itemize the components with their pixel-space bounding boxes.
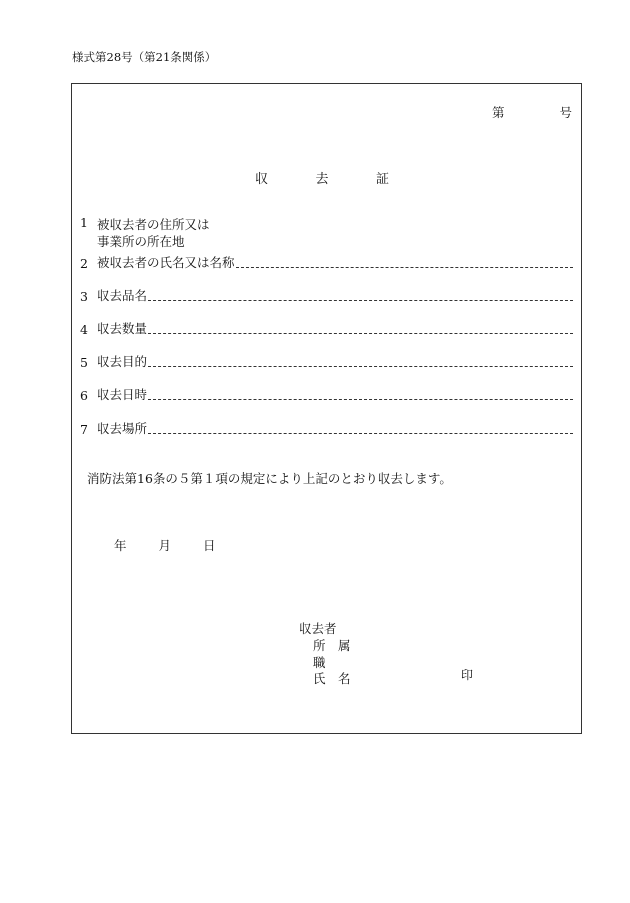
field-location-input-line[interactable] xyxy=(148,433,573,434)
field-name-input-line[interactable] xyxy=(236,267,573,268)
name-label: 氏 名 xyxy=(313,671,351,686)
field-location xyxy=(80,419,573,437)
year-label: 年 xyxy=(114,538,127,553)
field-label: 収去目的 xyxy=(97,354,148,369)
affiliation-label: 所 属 xyxy=(313,638,351,653)
field-quantity xyxy=(80,319,573,337)
field-address xyxy=(80,215,210,249)
field-label-continued: 事業所の所在地 xyxy=(97,234,185,249)
field-label: 収去場所 xyxy=(97,421,148,436)
date-row xyxy=(114,536,248,554)
field-number: 3 xyxy=(80,289,88,304)
field-label: 収去数量 xyxy=(97,321,148,336)
number-prefix: 第 xyxy=(492,105,505,120)
form-number-label: 様式第28号（第21条関係） xyxy=(72,50,217,64)
field-name xyxy=(80,253,573,271)
title-char-3: 証 xyxy=(375,172,389,187)
field-item-name xyxy=(80,286,573,304)
field-number: 5 xyxy=(80,355,88,370)
field-number: 7 xyxy=(80,422,88,437)
month-label: 月 xyxy=(158,538,172,553)
field-item-name-input-line[interactable] xyxy=(148,300,573,301)
field-number: 4 xyxy=(80,322,88,337)
field-number: 2 xyxy=(80,256,88,271)
field-purpose-input-line[interactable] xyxy=(148,366,573,367)
field-label: 収去品名 xyxy=(97,288,148,303)
title-char-2: 去 xyxy=(315,172,329,187)
form-title xyxy=(255,168,389,187)
field-label: 被収去者の氏名又は名称 xyxy=(97,255,235,270)
day-label: 日 xyxy=(203,538,216,553)
field-label: 被収去者の住所又は xyxy=(97,217,210,232)
collector-label: 収去者 xyxy=(299,621,337,636)
number-suffix: 号 xyxy=(559,105,572,120)
field-quantity-input-line[interactable] xyxy=(148,333,573,334)
field-datetime-input-line[interactable] xyxy=(148,399,573,400)
title-char-1: 収 xyxy=(255,172,269,187)
field-number: 1 xyxy=(80,215,88,230)
field-datetime xyxy=(80,385,573,403)
position-label: 職 xyxy=(313,655,326,670)
statement-text: 消防法第16条の５第１項の規定により上記のとおり収去します。 xyxy=(87,471,452,486)
document-number-row xyxy=(492,103,572,121)
field-label: 収去日時 xyxy=(97,387,148,402)
field-number: 6 xyxy=(80,388,88,403)
field-purpose xyxy=(80,352,573,370)
seal-icon: 印 xyxy=(461,668,474,682)
